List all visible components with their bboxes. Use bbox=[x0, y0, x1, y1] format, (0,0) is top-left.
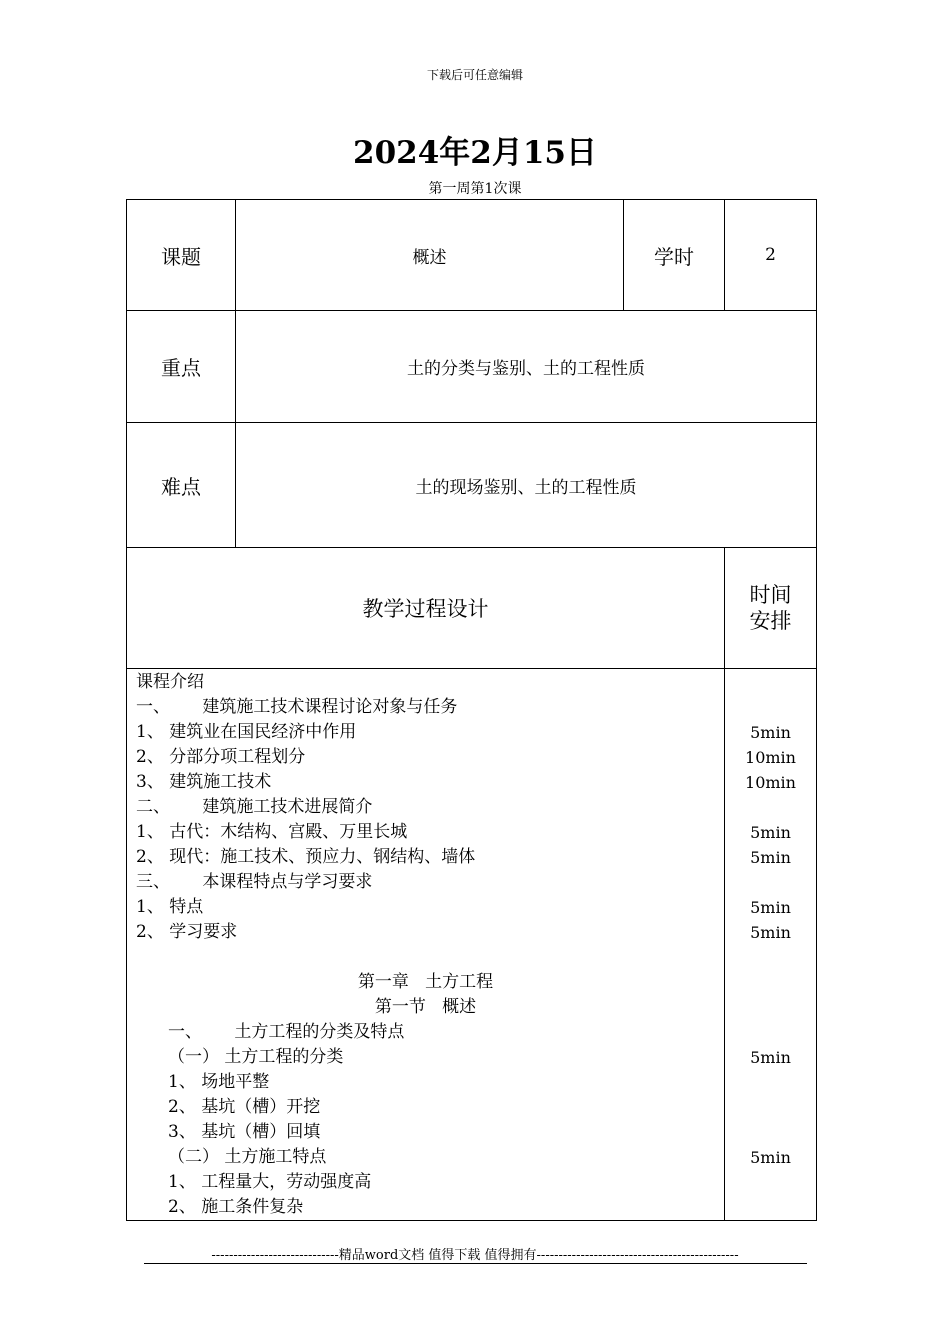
time-entry bbox=[725, 1020, 816, 1045]
difficult-points-value: 土的现场鉴别、土的工程性质 bbox=[236, 423, 817, 548]
time-entry bbox=[725, 1120, 816, 1145]
time-entry bbox=[725, 945, 816, 970]
content-line: 2、 分部分项工程划分 bbox=[136, 747, 306, 767]
time-label-line1: 时间 bbox=[749, 583, 792, 607]
time-lines bbox=[725, 669, 816, 1220]
content-lines bbox=[127, 669, 724, 1220]
header-note: 下载后可任意编辑 bbox=[426, 68, 523, 82]
lesson-plan-table bbox=[126, 199, 817, 1221]
content-line: 一、 土方工程的分类及特点 bbox=[168, 1022, 405, 1042]
process-content-row bbox=[127, 669, 817, 1221]
key-points-row bbox=[127, 311, 817, 423]
hours-value: 2 bbox=[725, 200, 817, 311]
time-entry bbox=[725, 870, 816, 895]
content-line: 2、 现代：施工技术、预应力、钢结构、墙体 bbox=[136, 847, 476, 867]
content-line: 一、 建筑施工技术课程讨论对象与任务 bbox=[136, 697, 458, 717]
time-column bbox=[725, 669, 817, 1221]
time-label-line2: 安排 bbox=[749, 609, 792, 633]
topic-row bbox=[127, 200, 817, 311]
time-entry: 5min bbox=[750, 898, 791, 917]
content-line: 1、 特点 bbox=[136, 897, 204, 917]
time-arrangement-label bbox=[725, 548, 817, 669]
time-entry bbox=[725, 970, 816, 995]
time-entry: 10min bbox=[745, 773, 796, 792]
content-line: 2、 施工条件复杂 bbox=[168, 1197, 304, 1217]
time-entry: 5min bbox=[750, 1148, 791, 1167]
page-subtitle: 第一周第1次课 bbox=[428, 181, 522, 197]
difficult-points-row bbox=[127, 423, 817, 548]
content-line: 3、 建筑施工技术 bbox=[136, 772, 272, 792]
key-points-label: 重点 bbox=[127, 311, 236, 423]
content-line: 课程介绍 bbox=[136, 672, 204, 692]
time-entry: 5min bbox=[750, 848, 791, 867]
footer-text: -----------------------------精品word文档 值得下载 值得拥有---------------------------------------------- bbox=[211, 1248, 739, 1263]
difficult-points-label: 难点 bbox=[127, 423, 236, 548]
content-line: （二） 土方施工特点 bbox=[168, 1147, 327, 1167]
time-entry bbox=[725, 670, 816, 695]
time-entry bbox=[725, 1170, 816, 1195]
time-entry bbox=[725, 695, 816, 720]
process-content bbox=[127, 669, 725, 1221]
footer-rule bbox=[144, 1263, 807, 1264]
page-title: 2024年2月15日 bbox=[353, 135, 597, 171]
process-design-label: 教学过程设计 bbox=[127, 548, 725, 669]
content-line: 1、 场地平整 bbox=[168, 1072, 270, 1092]
content-line bbox=[136, 945, 724, 970]
content-line: 第一章 土方工程 bbox=[357, 972, 494, 992]
time-entry: 5min bbox=[750, 823, 791, 842]
content-line: 第一节 概述 bbox=[374, 997, 477, 1017]
hours-label: 学时 bbox=[624, 200, 725, 311]
time-entry: 5min bbox=[750, 1048, 791, 1067]
content-line: 1、 工程量大，劳动强度高 bbox=[168, 1172, 372, 1192]
content-line: 1、 古代：木结构、宫殿、万里长城 bbox=[136, 822, 408, 842]
content-line: 2、 学习要求 bbox=[136, 922, 238, 942]
topic-label: 课题 bbox=[127, 200, 236, 311]
time-entry: 5min bbox=[750, 723, 791, 742]
process-header-row bbox=[127, 548, 817, 669]
content-line: （一） 土方工程的分类 bbox=[168, 1047, 344, 1067]
time-entry: 5min bbox=[750, 923, 791, 942]
time-entry bbox=[725, 1095, 816, 1120]
time-entry bbox=[725, 1070, 816, 1095]
content-line: 三、 本课程特点与学习要求 bbox=[136, 872, 373, 892]
content-line: 二、 建筑施工技术进展简介 bbox=[136, 797, 373, 817]
time-entry bbox=[725, 1195, 816, 1220]
key-points-value: 土的分类与鉴别、土的工程性质 bbox=[236, 311, 817, 423]
content-line: 1、 建筑业在国民经济中作用 bbox=[136, 722, 357, 742]
time-entry bbox=[725, 795, 816, 820]
time-entry: 10min bbox=[745, 748, 796, 767]
content-line: 3、 基坑（槽）回填 bbox=[168, 1122, 321, 1142]
content-line: 2、 基坑（槽）开挖 bbox=[168, 1097, 321, 1117]
topic-value: 概述 bbox=[236, 200, 624, 311]
time-entry bbox=[725, 995, 816, 1020]
